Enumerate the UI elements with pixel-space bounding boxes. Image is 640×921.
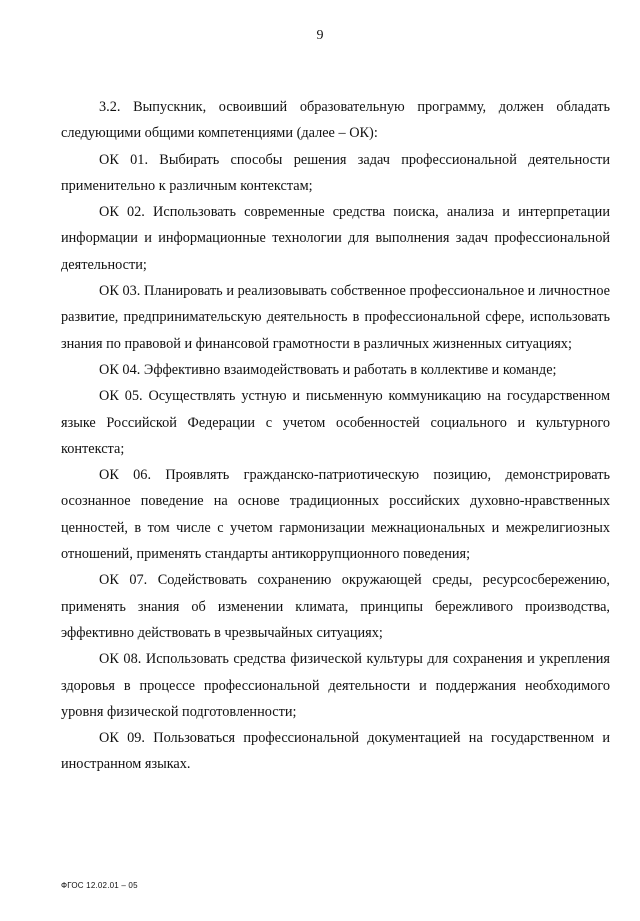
paragraph-ok-01: ОК 01. Выбирать способы решения задач профессиональной деятельности применительно к различным контекстам; bbox=[61, 151, 610, 194]
paragraph-ok-08: ОК 08. Использовать средства физической культуры для сохранения и укрепления здоровья в процессе профессиональной деятельности и поддержания необходимого уровня физической подготовленности; bbox=[61, 651, 610, 720]
paragraph-ok-09: ОК 09. Пользоваться профессиональной документацией на государственном и иностранном языках. bbox=[61, 730, 610, 773]
paragraph-ok-05: ОК 05. Осуществлять устную и письменную коммуникацию на государственном языке Российской Федерации с учетом особенностей социального и культурного контекста; bbox=[61, 388, 610, 457]
paragraph-intro: 3.2. Выпускник, освоивший образовательную программу, должен обладать следующими общими компетенциями (далее – ОК): bbox=[61, 99, 610, 142]
paragraph-ok-02: ОК 02. Использовать современные средства поиска, анализа и интерпретации информации и информационные технологии для выполнения задач профессиональной деятельности; bbox=[61, 204, 610, 273]
paragraph-ok-06: ОК 06. Проявлять гражданско-патриотическую позицию, демонстрировать осознанное поведение на основе традиционных российских духовно-нравственных ценностей, в том числе с учетом гармонизации межнациональных и межрелигиозных отношений, применять стандарты антикоррупционного поведения; bbox=[61, 467, 610, 563]
paragraph-ok-07: ОК 07. Содействовать сохранению окружающей среды, ресурсосбережению, применять знания об изменении климата, принципы бережливого производства, эффективно действовать в чрезвычайных ситуациях; bbox=[61, 572, 610, 641]
document-body bbox=[61, 94, 610, 778]
page-number: 9 bbox=[316, 28, 324, 43]
paragraph-ok-03: ОК 03. Планировать и реализовывать собственное профессиональное и личностное развитие, предпринимательскую деятельность в профессиональной сфере, использовать знания по правовой и финансовой грамотности в различных жизненных ситуациях; bbox=[61, 283, 610, 352]
document-footer-code: ФГОС 12.02.01 – 05 bbox=[61, 881, 138, 890]
paragraph-ok-04: ОК 04. Эффективно взаимодействовать и работать в коллективе и команде; bbox=[99, 361, 557, 378]
